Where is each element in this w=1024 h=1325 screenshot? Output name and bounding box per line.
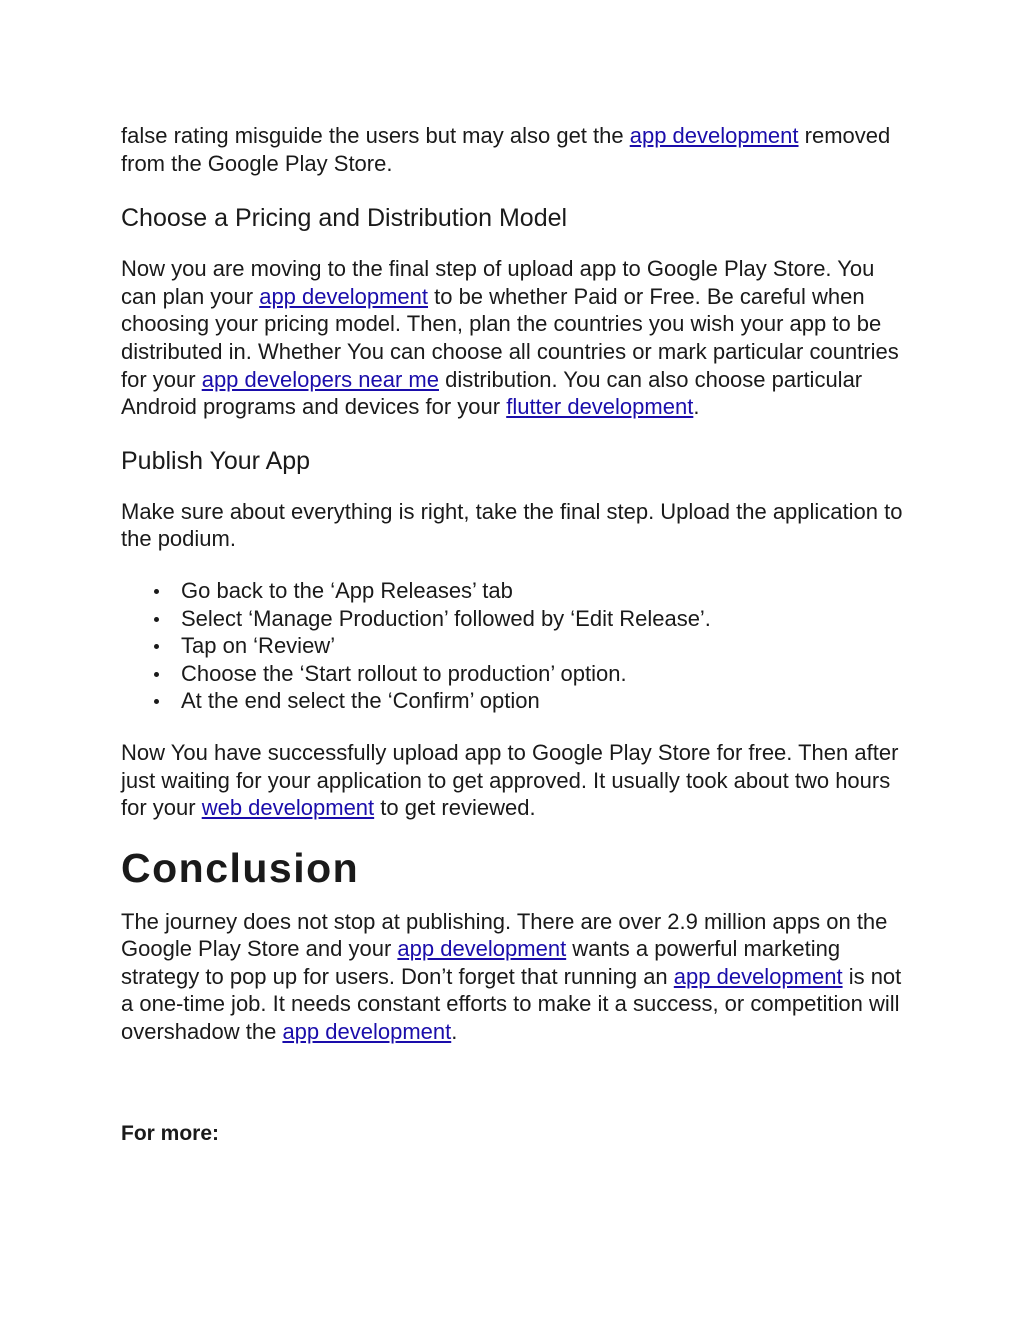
publish-heading: Publish Your App	[121, 446, 311, 475]
app-development-link[interactable]: app development	[673, 963, 843, 989]
list-item: Select ‘Manage Production’ followed by ‘Edit Release’.	[121, 605, 911, 633]
web-development-link[interactable]: web development	[201, 795, 375, 821]
pricing-text: distribution. You can also choose particular Android programs and devices for your	[121, 366, 863, 420]
intro-text: false rating misguide the users but may also get the	[121, 123, 630, 148]
conclusion-paragraph	[121, 908, 911, 1046]
list-item: At the end select the ‘Confirm’ option	[121, 687, 911, 715]
publish-steps-list	[121, 577, 911, 715]
pricing-text: to be whether Paid or Free. Be careful when choosing your pricing model. Then, plan the countries you wish your app to be distributed in. Whether You can choose all countries or mark particular countries for your	[121, 283, 899, 392]
approval-text: to get reviewed.	[374, 795, 536, 821]
list-item: Tap on ‘Review’	[121, 632, 911, 660]
app-development-link[interactable]: app development	[397, 936, 567, 962]
pricing-text: Now you are moving to the final step of upload app to Google Play Store. You can plan your	[121, 256, 875, 309]
publish-paragraph: Make sure about everything is right, take the final step. Upload the application to the podium.	[121, 498, 903, 552]
app-development-link[interactable]: app development	[282, 1019, 452, 1045]
app-development-link[interactable]: app development	[629, 123, 799, 148]
pricing-heading: Choose a Pricing and Distribution Model	[121, 204, 568, 233]
app-developers-near-me-link[interactable]: app developers near me	[201, 366, 439, 392]
document-page	[121, 118, 911, 1147]
pricing-text: .	[693, 394, 700, 420]
conclusion-text: The journey does not stop at publishing. There are over 2.9 million apps on the Google Play Store and your	[121, 908, 888, 962]
flutter-development-link[interactable]: flutter development	[506, 394, 694, 420]
approval-paragraph	[121, 739, 911, 822]
conclusion-text: .	[451, 1019, 458, 1045]
conclusion-heading: Conclusion	[121, 844, 360, 891]
list-item: Choose the ‘Start rollout to production’ option.	[121, 660, 911, 688]
list-item: Go back to the ‘App Releases’ tab	[121, 577, 911, 605]
intro-text: removed from the Google Play Store.	[121, 123, 891, 176]
pricing-paragraph	[121, 255, 911, 421]
intro-paragraph	[121, 122, 911, 177]
conclusion-text: is not a one-time job. It needs constant efforts to make it a success, or competition will overshadow the	[121, 963, 902, 1045]
conclusion-text: wants a powerful marketing strategy to pop up for users. Don’t forget that running an	[121, 936, 841, 989]
for-more-heading: For more:	[121, 1121, 220, 1145]
app-development-link[interactable]: app development	[259, 283, 428, 309]
approval-text: Now You have successfully upload app to Google Play Store for free. Then after just waiting for your application to get approved. It usually took about two hours for your	[121, 739, 899, 821]
